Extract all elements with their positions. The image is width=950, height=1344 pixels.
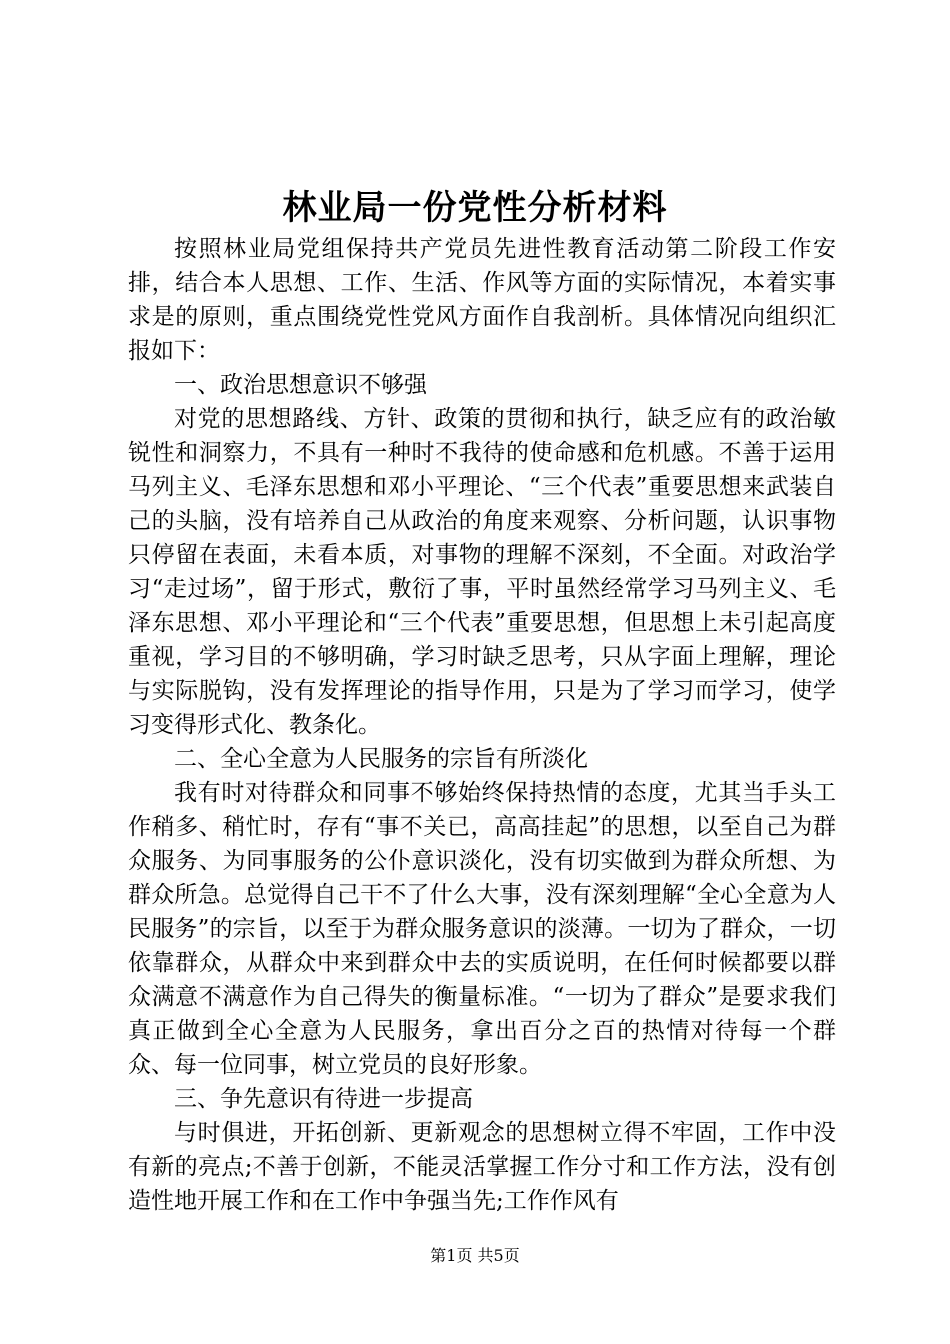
section-heading-2: 二、全心全意为人民服务的宗旨有所淡化 [174,746,588,772]
section-heading-3: 三、争先意识有待进一步提高 [174,1086,473,1112]
section-paragraph-3: 与时俱进，开拓创新、更新观念的思想树立得不牢固，工作中没有新的亮点;不善于创新，不能灵活掌握工作分寸和工作方法，没有创造性地开展工作和在工作中争强当先;工作作风有 [128,1120,836,1214]
document-title: 林业局一份党性分析材料 [282,188,668,228]
page-footer: 第1页 共5页 [430,1246,520,1265]
intro-paragraph: 按照林业局党组保持共产党员先进性教育活动第二阶段工作安排，结合本人思想、工作、生活、作风等方面的实际情况，本着实事求是的原则，重点围绕党性党风方面作自我剖析。具体情况向组织汇报如下： [128,236,836,364]
section-heading-1: 一、政治思想意识不够强 [174,372,427,398]
document-body [128,232,836,1218]
section-paragraph-2: 我有时对待群众和同事不够始终保持热情的态度，尤其当手头工作稍多、稍忙时，存有“事不关已，高高挂起”的思想，以至自己为群众服务、为同事服务的公仆意识淡化，没有切实做到为群众所想、为群众所急。总觉得自己干不了什么大事，没有深刻理解“全心全意为人民服务”的宗旨，以至于为群众服务意识的淡薄。一切为了群众，一切依靠群众，从群众中来到群众中去的实质说明，在任何时候都要以群众满意不满意作为自己得失的衡量标准。“一切为了群众”是要求我们真正做到全心全意为人民服务，拿出百分之百的热情对待每一个群众、每一位同事，树立党员的良好形象。 [128,780,836,1078]
section-paragraph-1: 对党的思想路线、方针、政策的贯彻和执行，缺乏应有的政治敏锐性和洞察力，不具有一种时不我待的使命感和危机感。不善于运用马列主义、毛泽东思想和邓小平理论、“三个代表”重要思想来武装自己的头脑，没有培养自己从政治的角度来观察、分析问题，认识事物只停留在表面，未看本质，对事物的理解不深刻，不全面。对政治学习“走过场”，留于形式，敷衍了事，平时虽然经常学习马列主义、毛泽东思想、邓小平理论和“三个代表”重要思想，但思想上未引起高度重视，学习目的不够明确，学习时缺乏思考，只从字面上理解，理论与实际脱钩，没有发挥理论的指导作用，只是为了学习而学习，使学习变得形式化、教条化。 [128,406,836,738]
